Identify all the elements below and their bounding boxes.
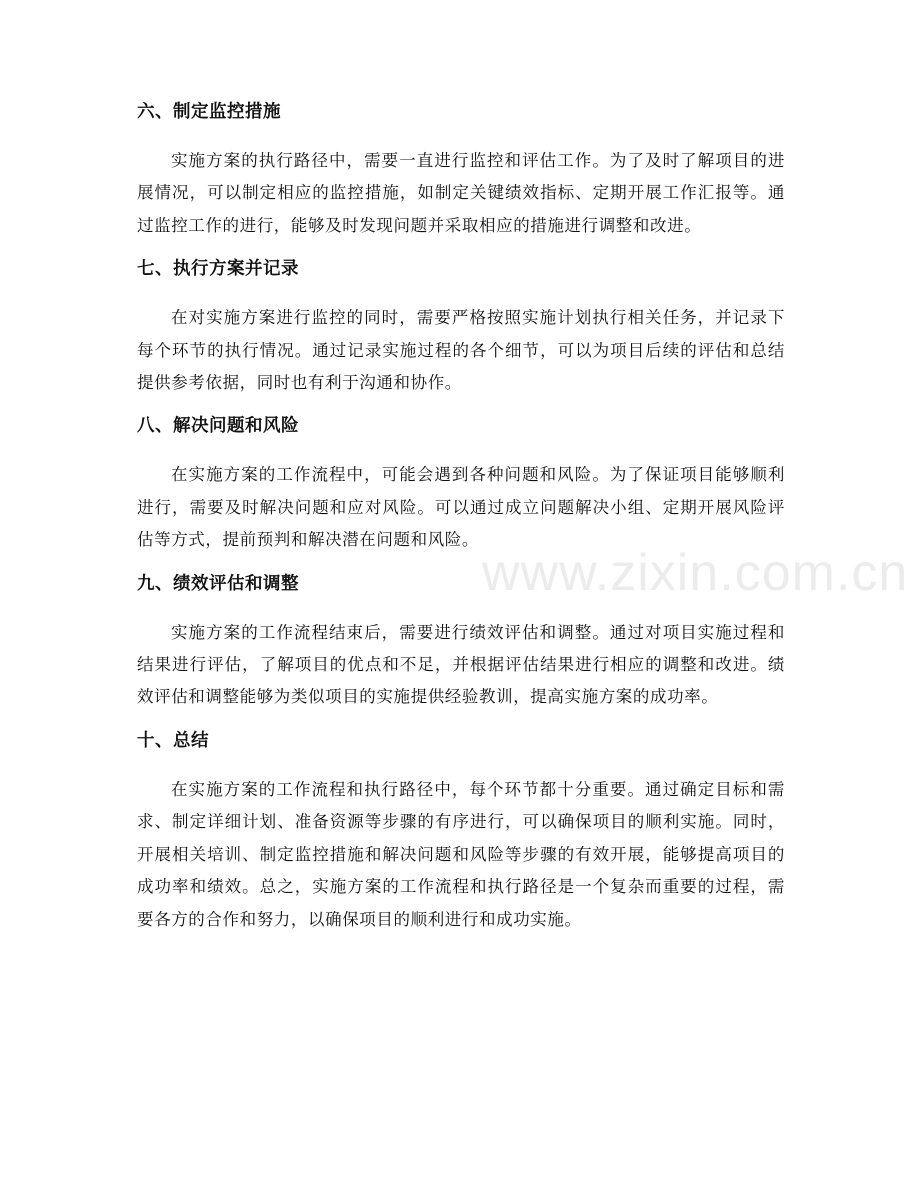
watermark: www.zixin.com.cn [482, 544, 909, 602]
document-body [137, 100, 785, 951]
section-paragraph: 在实施方案的工作流程中，可能会遇到各种问题和风险。为了保证项目能够顺利进行，需要及时解决问题和应对风险。可以通过成立问题解决小组、定期开展风险评估等方式，提前预判和解决潜在问题和风险。 [137, 465, 785, 550]
section-summary [137, 729, 785, 936]
section-heading: 八、解决问题和风险 [137, 416, 299, 437]
section-evaluation [137, 572, 785, 714]
section-execution [137, 257, 785, 399]
section-paragraph: 实施方案的工作流程结束后，需要进行绩效评估和调整。通过对项目实施过程和结果进行评估，了解项目的优点和不足，并根据评估结果进行相应的调整和改进。绩效评估和调整能够为类似项目的实施提供经验教训，提高实施方案的成功率。 [137, 622, 785, 707]
section-risks [137, 414, 785, 556]
section-paragraph: 在实施方案的工作流程和执行路径中，每个环节都十分重要。通过确定目标和需求、制定详细计划、准备资源等步骤的有序进行，可以确保项目的顺利实施。同时，开展相关培训、制定监控措施和解决问题和风险等步骤的有效开展，能够提高项目的成功率和绩效。总之，实施方案的工作流程和执行路径是一个复杂而重要的过程，需要各方的合作和努力，以确保项目的顺利进行和成功实施。 [137, 779, 785, 929]
section-paragraph: 在对实施方案进行监控的同时，需要严格按照实施计划执行相关任务，并记录下每个环节的执行情况。通过记录实施过程的各个细节，可以为项目后续的评估和总结提供参考依据，同时也有利于沟通和协作。 [137, 308, 785, 393]
section-heading: 七、执行方案并记录 [137, 259, 299, 280]
section-heading: 九、绩效评估和调整 [137, 573, 299, 594]
section-heading: 六、制定监控措施 [137, 102, 281, 122]
section-paragraph: 实施方案的执行路径中，需要一直进行监控和评估工作。为了及时了解项目的进展情况，可以制定相应的监控措施，如制定关键绩效指标、定期开展工作汇报等。通过监控工作的进行，能够及时发现问题并采取相应的措施进行调整和改进。 [137, 151, 785, 235]
section-heading: 十、总结 [137, 730, 209, 751]
section-monitoring [137, 100, 785, 242]
